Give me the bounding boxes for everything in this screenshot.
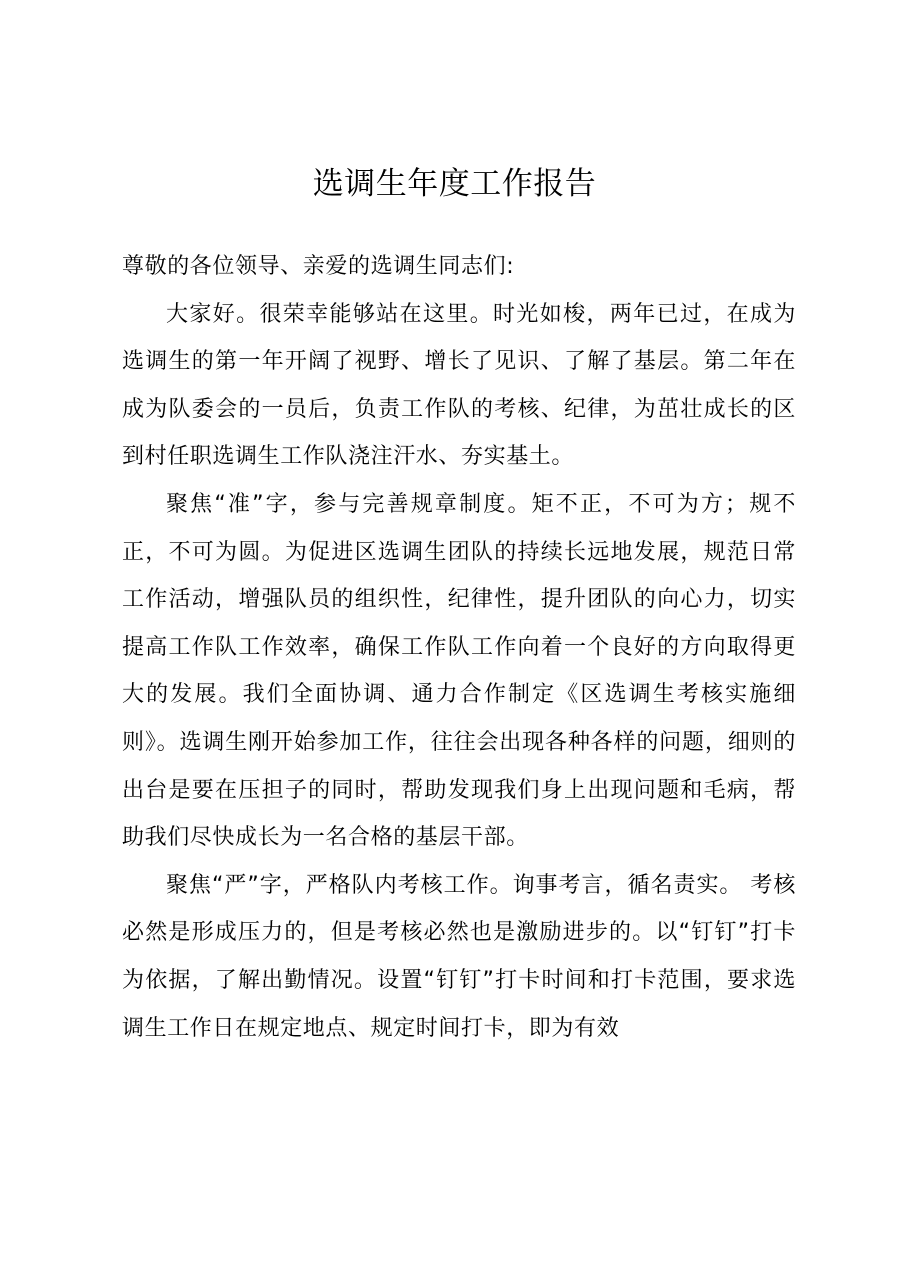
document-body (122, 243, 796, 1052)
paragraph-intro: 大家好。很荣幸能够站在这里。时光如梭，两年已过，在成为选调生的第一年开阔了视野、增长了见识、了解了基层。第二年在成为队委会的一员后，负责工作队的考核、纪律，为茁壮成长的区到村任职选调生工作队浇注汗水、夯实基土。 (122, 301, 796, 470)
salutation: 尊敬的各位领导、亲爱的选调生同志们: (122, 254, 515, 279)
document-title: 选调生年度工作报告 (312, 166, 597, 202)
paragraph-regulations: 聚焦“准”字，参与完善规章制度。矩不正，不可为方；规不正，不可为圆。为促进区选调生团队的持续长远地发展，规范日常工作活动，增强队员的组织性，纪律性，提升团队的向心力，切实提高工作队工作效率，确保工作队工作向着一个良好的方向取得更大的发展。我们全面协调、通力合作制定《区选调生考核实施细则》。选调生刚开始参加工作，往往会出现各种各样的问题，细则的出台是要在压担子的同时，帮助发现我们身上出现问题和毛病，帮助我们尽快成长为一名合格的基层干部。 (122, 491, 796, 851)
paragraph-assessment: 聚焦“严”字，严格队内考核工作。询事考言，循名责实。 考核必然是形成压力的，但是考核必然也是激励进步的。以“钉钉”打卡为依据，了解出勤情况。设置“钉钉”打卡时间和打卡范围，要求选调生工作日在规定地点、规定时间打卡，即为有效 (122, 872, 796, 1041)
